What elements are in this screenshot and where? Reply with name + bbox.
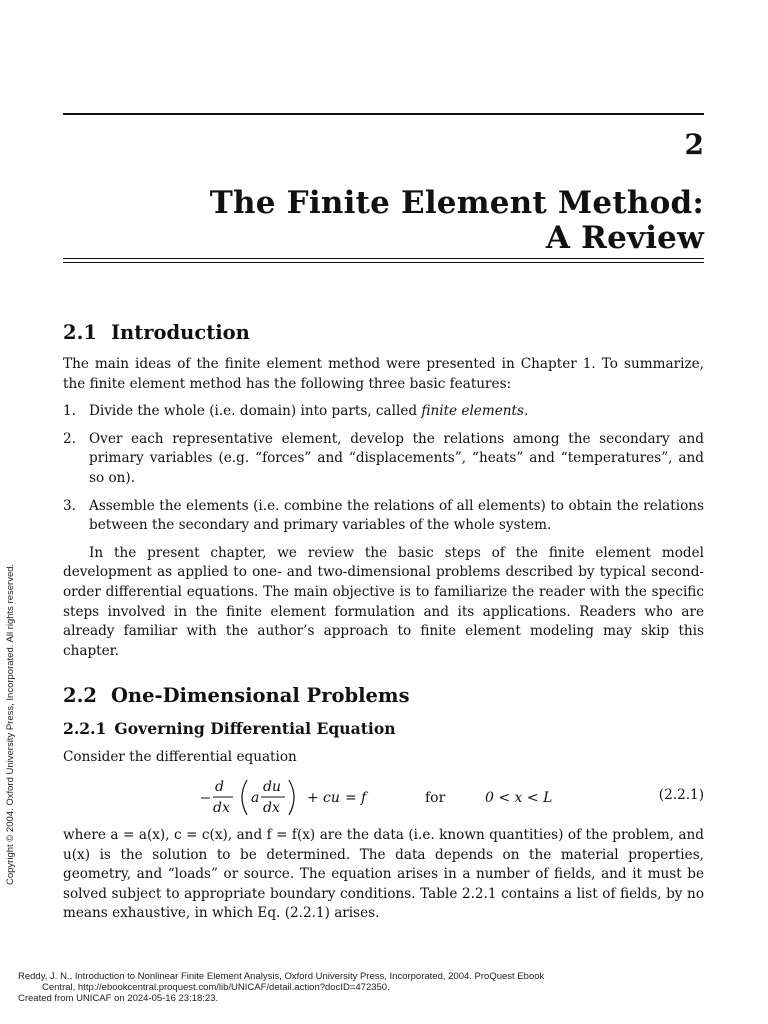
intro-paragraph: The main ideas of the finite element method were presented in Chapter 1. To summarize, the finite element method has the following three basic features: — [63, 356, 704, 392]
chapter-title-line-2: A Review — [545, 220, 704, 256]
chapter-top-rule — [63, 113, 704, 115]
svg-text:dx: dx — [213, 799, 230, 816]
equation-lead-text: Consider the differential equation — [63, 749, 297, 766]
list-item-text: Assemble the elements (i.e. combine the relations of all elements) to obtain the relations between the secondary and primary variables of the whole system. — [89, 497, 704, 534]
equation-graphic — [193, 774, 573, 820]
equation-label: (2.2.1) — [658, 786, 704, 803]
svg-text:=: = — [345, 789, 357, 806]
section-number: 2.2 — [63, 684, 97, 708]
chapter-title — [210, 186, 704, 256]
citation-footer — [18, 971, 544, 1004]
subsection-heading — [63, 718, 704, 740]
list-item-number: 1. — [63, 403, 76, 420]
section-heading-one-dimensional — [63, 683, 704, 709]
list-item-text: Divide the whole (i.e. domain) into parts, called — [89, 403, 422, 420]
list-item-number: 2. — [63, 430, 76, 447]
equation-for-word: for — [425, 789, 446, 806]
svg-text:a: a — [251, 789, 260, 806]
section-heading-introduction — [63, 320, 704, 346]
footer-line-2: Central, http://ebookcentral.proquest.com/lib/UNICAF/detail.action?docID=472350. — [42, 982, 390, 993]
equation-domain: 0 < x < L — [485, 789, 553, 806]
footer-line-1: Reddy, J. N.. Introduction to Nonlinear Finite Element Analysis, Oxford University Press, Incorporated, 2004. ProQuest Ebook — [18, 971, 545, 982]
section-number: 2.1 — [63, 321, 97, 344]
svg-text:du: du — [263, 778, 281, 795]
subsection-title: Governing Differential Equation — [114, 719, 396, 739]
display-equation — [63, 774, 704, 820]
chapter-number: 2 — [684, 128, 704, 161]
list-item — [63, 430, 704, 489]
list-item — [63, 497, 704, 536]
svg-text:f: f — [361, 789, 367, 806]
footer-line-3: Created from UNICAF on 2024-05-16 23:18:23. — [18, 993, 219, 1004]
overview-paragraph: In the present chapter, we review the basic steps of the finite element model development as applied to one- and two-dimensional problems described by typical second-order differential equations. The main objective is to familiarize the reader with the specific steps involved in the finite element formulation and its applications. Readers who are already familiar with the author’s approach to finite element modeling may skip this chapter. — [63, 544, 704, 659]
page-content — [63, 320, 704, 924]
feature-list — [63, 402, 704, 536]
list-item-tail: . — [524, 403, 529, 420]
section-title: One-Dimensional Problems — [110, 684, 410, 708]
section-title: Introduction — [110, 321, 250, 344]
chapter-double-rule — [63, 258, 704, 263]
svg-text:dx: dx — [263, 799, 280, 816]
list-item-number: 3. — [63, 497, 76, 514]
svg-text:d: d — [215, 778, 224, 795]
subsection-number: 2.2.1 — [63, 719, 107, 739]
copyright-side-note: Copyright © 2004. Oxford University Press, Incorporated. All rights reserved. — [5, 563, 16, 885]
svg-text:cu: cu — [323, 789, 340, 806]
svg-text:+: + — [307, 789, 319, 806]
list-item-text: Over each representative element, develop the relations among the secondary and primary variables (e.g. “forces” and “displacements”, “heats” and “temperatures”, and so on). — [89, 430, 704, 486]
list-item-emphasis: finite elements — [421, 403, 524, 420]
after-equation-paragraph: where a = a(x), c = c(x), and f = f(x) are the data (i.e. known quantities) of the problem, and u(x) is the solution to be determined. The data depends on the material properties, geometry, and “loads” or source. The equation arises in a number of fields, and it must be solved subject to appropriate boundary conditions. Table 2.2.1 contains a list of fields, by no means exhaustive, in which Eq. (2.2.1) arises. — [63, 826, 704, 922]
list-item — [63, 402, 704, 422]
chapter-title-line-1: The Finite Element Method: — [209, 185, 704, 221]
